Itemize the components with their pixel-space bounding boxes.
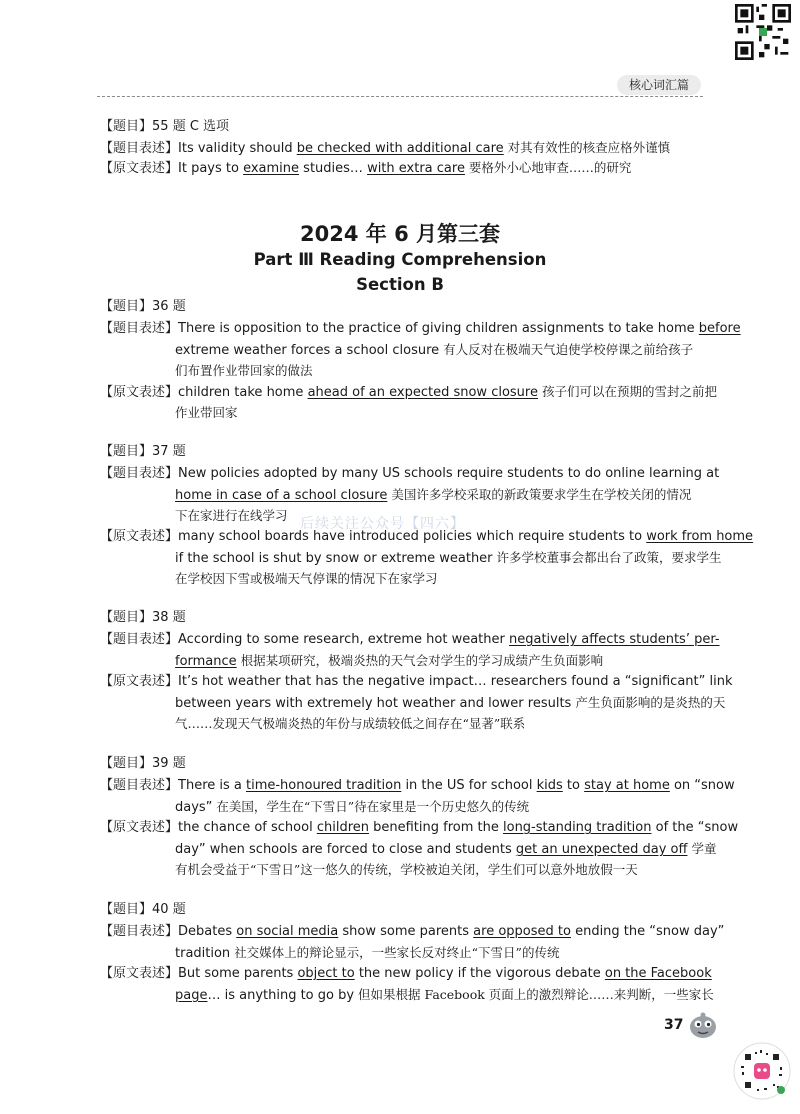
- text-line-continued: [175, 569, 795, 590]
- text-line-continued: [175, 361, 795, 382]
- underlined-phrase: formance: [175, 654, 237, 669]
- entry-label: 【题目表述】: [100, 321, 179, 336]
- text-segment: extreme weather forces a school closure: [175, 343, 440, 358]
- underlined-phrase: before: [698, 321, 741, 336]
- underlined-phrase: time-honoured tradition: [246, 778, 402, 793]
- chinese-translation: 有人反对在极端天气迫使学校停课之前给孩子: [439, 342, 694, 357]
- text-segment: 38 题: [152, 610, 186, 625]
- text-line: [100, 776, 735, 796]
- chinese-translation: 气……发现天气极端炎热的年份与成绩较低之间存在“显著”联系: [175, 716, 526, 731]
- text-segment: tradition: [175, 946, 231, 961]
- underlined-phrase: ahead of an expected snow closure: [307, 385, 538, 400]
- text-segment: of the “snow: [651, 820, 739, 835]
- text-segment: if the school is shut by snow or extreme weather: [175, 551, 493, 566]
- entry-label: 【原文表述】: [100, 820, 179, 835]
- text-segment: studies…: [299, 161, 368, 176]
- text-segment: ending the “snow day”: [570, 924, 725, 939]
- qr-code-top-icon: [735, 4, 791, 60]
- text-line: [100, 297, 720, 317]
- chinese-translation: 在美国，学生在“下雪日”待在家里是一个历史悠久的传统: [212, 799, 530, 814]
- entry-label: 【原文表述】: [100, 966, 179, 981]
- chinese-translation: 学童: [687, 841, 717, 856]
- header-divider: [97, 96, 703, 97]
- underlined-phrase: kids: [536, 778, 563, 793]
- text-segment: 40 题: [152, 902, 186, 917]
- underlined-phrase: stay at home: [584, 778, 670, 793]
- text-line: [100, 117, 720, 137]
- section-tag: 核心词汇篇: [617, 75, 701, 95]
- chinese-translation: 要格外小心地审查……的研究: [464, 160, 632, 175]
- underlined-phrase: object to: [297, 966, 355, 981]
- exam-title: 2024 年 6 月第三套: [300, 222, 500, 246]
- entry-label: 【题目】: [100, 902, 153, 917]
- entry-label: 【题目】: [100, 119, 153, 134]
- text-segment: According to some research, extreme hot weather: [178, 632, 509, 647]
- text-segment: … is anything to go by: [207, 988, 355, 1003]
- entry-label: 【题目】: [100, 610, 153, 625]
- text-segment: Its validity should: [178, 141, 297, 156]
- chinese-translation: 下在家进行在线学习: [175, 508, 288, 523]
- entry-label: 【题目】: [100, 444, 153, 459]
- text-segment: to: [562, 778, 585, 793]
- underlined-phrase: children: [316, 820, 369, 835]
- chinese-translation: 美国许多学校采取的新政策要求学生在学校关闭的情况: [387, 487, 692, 502]
- underlined-phrase: be checked with additional care: [296, 141, 504, 156]
- text-segment: days”: [175, 800, 213, 815]
- text-segment: There is a: [178, 778, 246, 793]
- page-number: 37: [664, 1017, 684, 1033]
- chinese-translation: 孩子们可以在预期的雪封之前把: [537, 384, 717, 399]
- underlined-phrase: get an unexpected day off: [515, 842, 688, 857]
- text-line: [100, 158, 720, 179]
- text-line: [100, 922, 725, 942]
- text-line-continued: [175, 985, 795, 1006]
- text-segment: 55 题 C 选项: [152, 119, 230, 134]
- entry-label: 【原文表述】: [100, 674, 179, 689]
- text-segment: It pays to: [178, 161, 244, 176]
- text-segment: children take home: [178, 385, 308, 400]
- text-line: [100, 138, 720, 159]
- underlined-phrase: on social media: [236, 924, 339, 939]
- chinese-translation: 许多学校董事会都出台了政策，要求学生: [492, 550, 722, 565]
- text-segment: Debates: [178, 924, 237, 939]
- text-line-continued: [175, 693, 795, 714]
- underlined-phrase: home in case of a school closure: [175, 488, 388, 503]
- text-segment: New policies adopted by many US schools require students to do online learning at: [178, 466, 720, 481]
- text-segment: the new policy if the vigorous debate: [354, 966, 605, 981]
- chinese-translation: 根据某项研究，极端炎热的天气会对学生的学习成绩产生负面影响: [236, 653, 604, 668]
- entry-label: 【题目表述】: [100, 466, 179, 481]
- text-segment: many school boards have introduced policies which require students to: [178, 529, 647, 544]
- chinese-translation: 有机会受益于“下雪日”这一悠久的传统，学校被迫关闭，学生们可以意外地放假一天: [175, 862, 638, 877]
- entry-label: 【题目】: [100, 756, 153, 771]
- text-line-continued: [175, 797, 795, 818]
- text-line-continued: [175, 548, 795, 569]
- chinese-translation: 作业带回家: [175, 405, 238, 420]
- watermark: 后续关注公众号【四六】: [300, 516, 465, 532]
- text-line: [100, 608, 720, 628]
- mascot-icon: [688, 1010, 718, 1040]
- text-line: [100, 382, 720, 403]
- chinese-translation: 社交媒体上的辩论显示，一些家长反对终止“下雪日”的传统: [230, 945, 560, 960]
- text-line: [100, 900, 720, 920]
- text-segment: the chance of school: [178, 820, 317, 835]
- text-line-continued: [175, 860, 795, 881]
- text-line: [100, 964, 720, 984]
- entry-label: 【题目表述】: [100, 778, 179, 793]
- text-line-continued: [175, 839, 795, 860]
- chinese-translation: 但如果根据 Facebook 页面上的激烈辩论……来判断，一些家长: [354, 987, 714, 1002]
- text-segment: on “snow: [669, 778, 735, 793]
- qr-code-bottom-icon: [733, 1042, 791, 1100]
- text-segment: show some parents: [338, 924, 474, 939]
- text-segment: But some parents: [178, 966, 298, 981]
- text-line: [100, 319, 741, 339]
- text-line-continued: [175, 506, 795, 527]
- part-title: Part Ⅲ Reading Comprehension: [253, 250, 547, 269]
- text-segment: day” when schools are forced to close and students: [175, 842, 516, 857]
- text-line: [100, 464, 720, 484]
- chinese-translation: 产生负面影响的是炎热的天: [571, 695, 726, 710]
- underlined-phrase: examine: [243, 161, 300, 176]
- text-segment: 37 题: [152, 444, 186, 459]
- text-segment: 39 题: [152, 756, 186, 771]
- text-line-continued: [175, 403, 795, 424]
- text-line-continued: [175, 340, 795, 361]
- text-line-continued: [175, 651, 795, 672]
- text-segment: benefiting from the: [369, 820, 503, 835]
- entry-label: 【原文表述】: [100, 385, 179, 400]
- text-line: [100, 672, 733, 692]
- text-line: [100, 630, 720, 650]
- entry-label: 【题目】: [100, 299, 153, 314]
- text-line: [100, 442, 720, 462]
- underlined-phrase: long-standing tradition: [503, 820, 652, 835]
- underlined-phrase: work from home: [646, 529, 754, 544]
- underlined-phrase: negatively affects students’ per-: [508, 632, 720, 647]
- chinese-translation: 们布置作业带回家的做法: [175, 363, 313, 378]
- section-title: Section B: [356, 275, 444, 294]
- chinese-translation: 对其有效性的核查应格外谨慎: [503, 140, 671, 155]
- entry-label: 【原文表述】: [100, 529, 179, 544]
- text-line: [100, 818, 739, 838]
- entry-label: 【原文表述】: [100, 161, 179, 176]
- entry-label: 【题目表述】: [100, 924, 179, 939]
- text-line-continued: [175, 485, 795, 506]
- underlined-phrase: are opposed to: [473, 924, 571, 939]
- text-segment: It’s hot weather that has the negative impact… researchers found a “significant” link: [178, 674, 733, 689]
- text-segment: in the US for school: [401, 778, 537, 793]
- entry-label: 【题目表述】: [100, 141, 179, 156]
- underlined-phrase: on the Facebook: [604, 966, 712, 981]
- text-line: [100, 754, 720, 774]
- underlined-phrase: with extra care: [367, 161, 465, 176]
- text-line-continued: [175, 943, 795, 964]
- chinese-translation: 在学校因下雪或极端天气停课的情况下在家学习: [175, 571, 438, 586]
- text-segment: between years with extremely hot weather and lower results: [175, 696, 572, 711]
- entry-label: 【题目表述】: [100, 632, 179, 647]
- text-segment: There is opposition to the practice of giving children assignments to take home: [178, 321, 699, 336]
- text-segment: 36 题: [152, 299, 186, 314]
- underlined-phrase: page: [175, 988, 208, 1003]
- text-line-continued: [175, 714, 795, 735]
